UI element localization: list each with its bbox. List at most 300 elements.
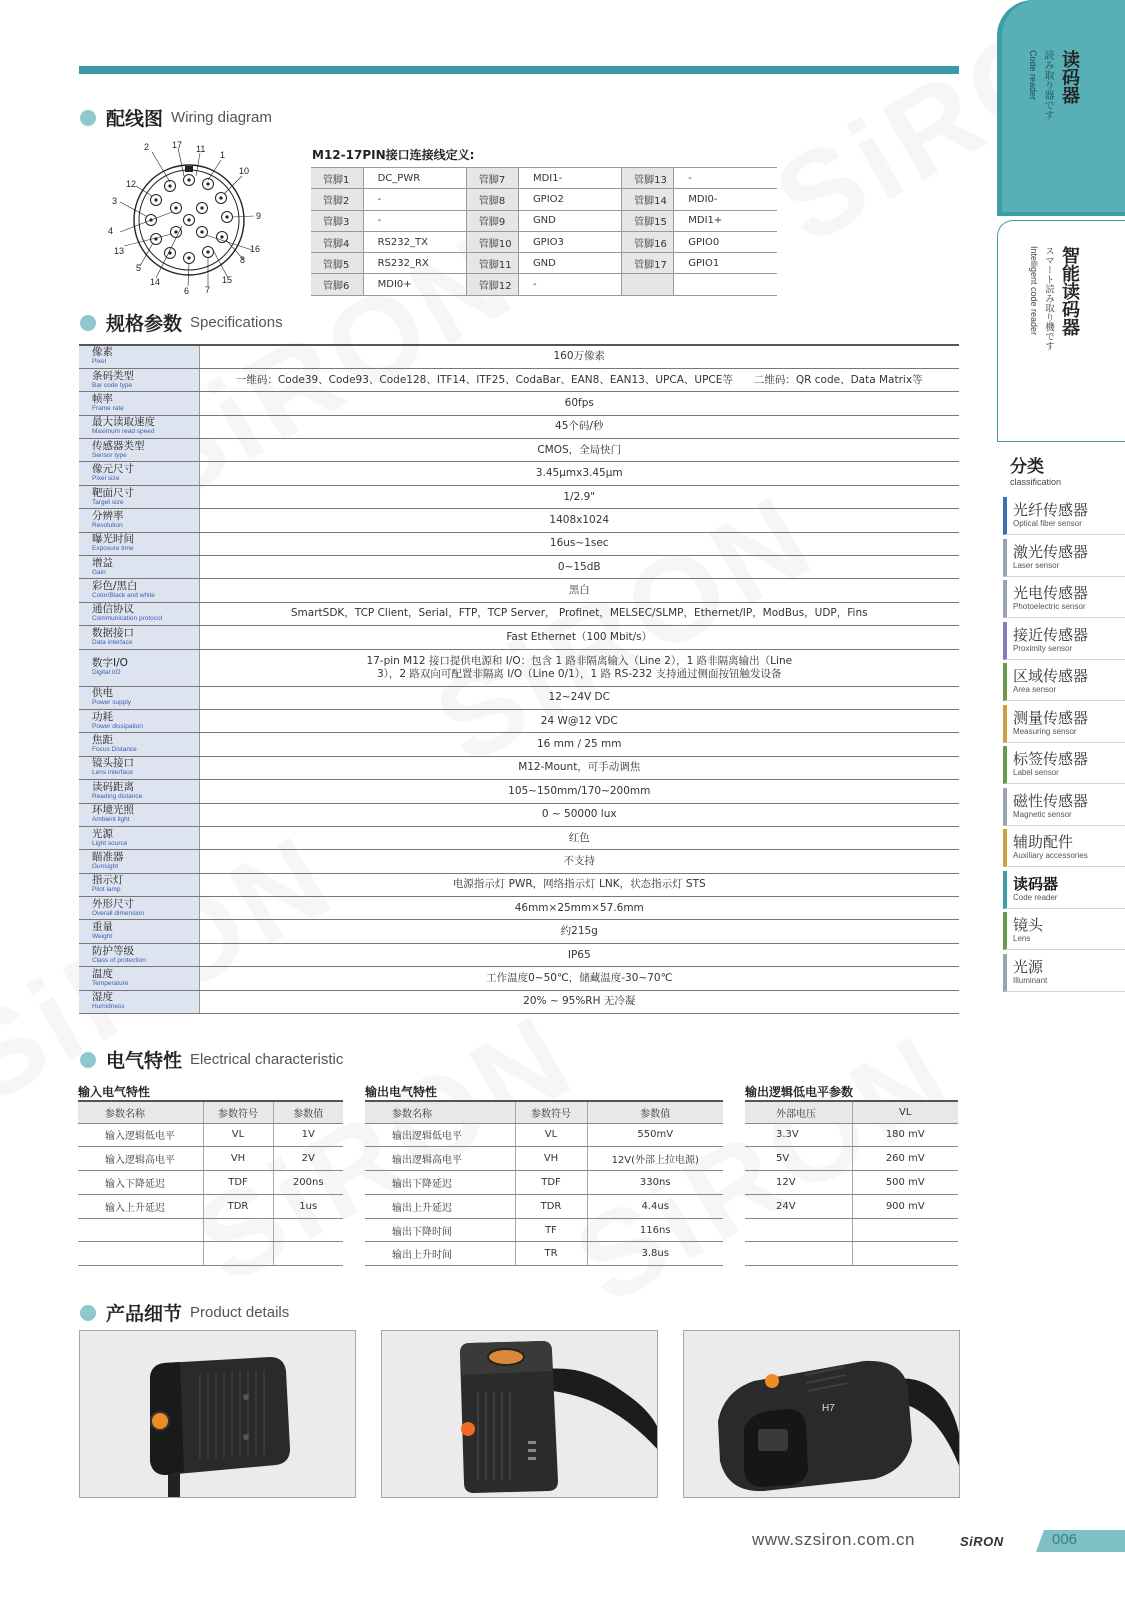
spec-label-en: Power supply	[92, 699, 132, 707]
section-specs-heading	[80, 309, 283, 336]
section-details-heading	[80, 1299, 289, 1326]
spec-label	[79, 943, 199, 966]
spec-label-en: Maximum read speed	[92, 428, 155, 436]
spec-label-en: Weight	[92, 933, 113, 941]
sidebar-mid-title: 智能读码器	[1059, 246, 1080, 336]
page-number: 006	[1052, 1531, 1078, 1548]
spec-label	[79, 579, 199, 602]
spec-value: 黑白	[199, 579, 959, 602]
spec-value: 3.45μmx3.45μm	[199, 462, 959, 485]
specifications-table	[79, 344, 959, 1014]
table-cell: 3.8us	[587, 1242, 723, 1266]
table-cell	[78, 1242, 203, 1266]
pin-number: 15	[222, 275, 233, 285]
spec-label	[79, 509, 199, 532]
spec-label-en: Gain	[92, 568, 106, 576]
product-photo-front	[79, 1330, 356, 1498]
table-row	[365, 1147, 723, 1171]
spec-row	[79, 462, 959, 485]
sidebar-item[interactable]	[1003, 912, 1125, 950]
table-cell: 5V	[745, 1147, 852, 1171]
spec-row	[79, 392, 959, 415]
pin-signal: MDI1+	[674, 210, 777, 231]
spec-row	[79, 579, 959, 602]
spec-label-cn: 像元尺寸	[92, 463, 134, 476]
input-electrical-title: 输入电气特性	[78, 1085, 151, 1099]
spec-label	[79, 709, 199, 732]
table-cell: 260 mV	[852, 1147, 958, 1171]
pin-signal: MDI1-	[518, 168, 621, 189]
spec-label-en: Light source	[92, 839, 128, 847]
table-cell	[273, 1218, 343, 1242]
spec-value: 电源指示灯 PWR，网络指示灯 LNK，状态指示灯 STS	[199, 873, 959, 896]
spec-label	[79, 602, 199, 625]
table-row	[78, 1218, 343, 1242]
category-subtitle: classification	[1010, 477, 1062, 487]
spec-label	[79, 368, 199, 391]
spec-label-cn: 湿度	[92, 991, 113, 1004]
spec-label-cn: 读码距离	[92, 780, 134, 793]
table-cell	[273, 1242, 343, 1266]
spec-label-cn: 功耗	[92, 710, 113, 723]
table-row	[78, 1123, 343, 1147]
spec-label	[79, 392, 199, 415]
table-cell	[852, 1242, 958, 1266]
spec-label	[79, 990, 199, 1013]
pin-label: 管脚4	[311, 231, 363, 252]
sidebar-item-sublabel: Laser sensor	[1013, 560, 1060, 570]
spec-label-cn: 靶面尺寸	[92, 486, 134, 499]
pin-number: 6	[184, 286, 190, 296]
sidebar-item-label: 测量传感器	[1013, 708, 1089, 727]
spec-value: 105~150mm/170~200mm	[199, 780, 959, 803]
section-subtitle: Specifications	[190, 314, 283, 331]
sidebar-item-label: 区域传感器	[1013, 667, 1089, 685]
pin-signal: GPIO1	[674, 253, 777, 274]
table-cell: 3.3V	[745, 1123, 852, 1147]
pin-number: 9	[256, 211, 262, 221]
spec-row	[79, 873, 959, 896]
pin-signal: DC_PWR	[363, 168, 466, 189]
pin-table-title: M12-17PIN接口连接线定义:	[312, 148, 475, 162]
spec-label-cn: 曝光时间	[92, 533, 134, 546]
pin-number: 2	[144, 142, 150, 152]
spec-label-cn: 外形尺寸	[92, 897, 134, 910]
pin-signal	[674, 274, 777, 295]
spec-label-en: Gunsight	[92, 863, 119, 870]
pin-signal: GPIO2	[518, 189, 621, 210]
pin-label: 管脚12	[466, 274, 518, 295]
spec-row	[79, 345, 959, 368]
spec-value: 20% ~ 95%RH 无冷凝	[199, 990, 959, 1013]
spec-label-en: Pixel size	[92, 475, 120, 483]
table-row	[78, 1242, 343, 1266]
table-cell: 1us	[273, 1194, 343, 1218]
table-cell: 4.4us	[587, 1194, 723, 1218]
pin-signal: RS232_RX	[363, 253, 466, 274]
spec-row	[79, 803, 959, 826]
pin-signal: RS232_TX	[363, 231, 466, 252]
spec-label	[79, 686, 199, 709]
spec-value: 16us~1sec	[199, 532, 959, 555]
product-photo-side	[381, 1330, 658, 1498]
sidebar-item-sublabel: Proximity sensor	[1013, 643, 1073, 653]
spec-label	[79, 897, 199, 920]
table-header: 参数符号	[203, 1101, 273, 1123]
table-row	[365, 1171, 723, 1195]
bullet-icon	[80, 315, 96, 331]
spec-row	[79, 686, 959, 709]
spec-label-cn: 通信协议	[92, 603, 134, 616]
pin-row	[311, 189, 777, 210]
spec-value: IP65	[199, 943, 959, 966]
sidebar-item-sublabel: Magnetic sensor	[1013, 809, 1072, 819]
pin-label: 管脚7	[466, 168, 518, 189]
spec-row	[79, 850, 959, 873]
pin-row	[311, 210, 777, 231]
header-bar	[79, 66, 959, 74]
spec-row	[79, 943, 959, 966]
sidebar-item[interactable]	[1003, 580, 1125, 618]
pin-number: 11	[196, 144, 206, 154]
pin-number: 7	[205, 285, 211, 295]
spec-label-en: Humidness	[92, 1003, 125, 1011]
category-title: 分类	[1010, 457, 1044, 477]
pin-row	[311, 168, 777, 189]
pin-signal: MDI0+	[363, 274, 466, 295]
pin-label: 管脚17	[622, 253, 674, 274]
table-cell: 输出上升延迟	[365, 1194, 515, 1218]
sidebar-mid-jp: スマート読み取り機です	[1043, 246, 1054, 351]
spec-row	[79, 756, 959, 779]
table-row	[745, 1242, 958, 1266]
spec-value: 12~24V DC	[199, 686, 959, 709]
spec-label	[79, 850, 199, 873]
pin-definition-table	[311, 167, 777, 296]
table-cell: 330ns	[587, 1171, 723, 1195]
spec-label	[79, 485, 199, 508]
spec-label-cn: 瞄准器	[92, 851, 124, 863]
spec-label-en: Overall dimension	[92, 909, 145, 917]
table-cell: TR	[515, 1242, 587, 1266]
spec-label-en: Pilot lamp	[92, 886, 121, 894]
table-cell: 500 mV	[852, 1171, 958, 1195]
sidebar-item[interactable]	[1003, 539, 1125, 577]
table-cell: 输出下降时间	[365, 1218, 515, 1242]
table-cell: 550mV	[587, 1123, 723, 1147]
sidebar-item-label: 辅助配件	[1013, 833, 1074, 851]
spec-row	[79, 649, 959, 686]
pin-signal: GPIO0	[674, 231, 777, 252]
table-cell: VL	[515, 1123, 587, 1147]
spec-value: CMOS，全局快门	[199, 439, 959, 462]
bullet-icon	[80, 110, 96, 126]
sidebar-item[interactable]	[1003, 871, 1125, 909]
sidebar-mid-en: Intelligent code reader	[1029, 246, 1039, 336]
spec-row	[79, 415, 959, 438]
spec-value: 16 mm / 25 mm	[199, 733, 959, 756]
section-wiring-heading	[80, 104, 272, 131]
spec-label-en: Temperature	[92, 979, 129, 987]
table-cell: 输出逻辑低电平	[365, 1123, 515, 1147]
sidebar-item-sublabel: Area sensor	[1013, 685, 1057, 694]
sidebar-item-label: 标签传感器	[1013, 750, 1089, 768]
spec-label-cn: 温度	[92, 967, 113, 980]
table-cell: TDR	[515, 1194, 587, 1218]
spec-row	[79, 532, 959, 555]
spec-label-cn: 数据接口	[92, 626, 134, 639]
spec-row	[79, 439, 959, 462]
spec-label-en: Target size	[92, 498, 124, 506]
spec-row	[79, 368, 959, 391]
spec-label-en: Reading distance	[92, 792, 143, 800]
spec-label	[79, 733, 199, 756]
spec-label-cn: 彩色/黑白	[92, 580, 138, 593]
sidebar-item[interactable]	[1003, 622, 1125, 660]
sidebar-item[interactable]	[1003, 746, 1125, 784]
spec-value: 0 ~ 50000 lux	[199, 803, 959, 826]
table-row	[78, 1171, 343, 1195]
product-label: H7	[822, 1403, 835, 1414]
pin-label: 管脚9	[466, 210, 518, 231]
pin-number: 10	[239, 166, 250, 176]
table-cell: 输入下降延迟	[78, 1171, 203, 1195]
spec-label-cn: 环境光照	[92, 804, 134, 817]
spec-label-en: Digital I/O	[92, 669, 121, 677]
section-title: 产品细节	[106, 1303, 183, 1325]
spec-label-en: Focus Distance	[92, 746, 137, 754]
section-title: 配线图	[106, 108, 164, 130]
spec-label	[79, 649, 199, 686]
page-number-tab	[1036, 1530, 1125, 1552]
table-cell: TDF	[203, 1171, 273, 1195]
table-cell	[203, 1218, 273, 1242]
spec-value: SmartSDK，TCP Client，Serial，FTP，TCP Server， Profinet，MELSEC/SLMP，Ethernet/IP，ModBus，UDP，Fins	[199, 602, 959, 625]
spec-label-cn: 供电	[92, 687, 113, 700]
table-cell: 180 mV	[852, 1123, 958, 1147]
section-subtitle: Wiring diagram	[171, 109, 272, 126]
product-photo-lens	[683, 1330, 960, 1498]
bullet-icon	[80, 1052, 96, 1068]
table-cell: 200ns	[273, 1171, 343, 1195]
table-row	[745, 1218, 958, 1242]
pin-label: 管脚13	[622, 168, 674, 189]
table-cell: 输入上升延迟	[78, 1194, 203, 1218]
pin-number: 4	[108, 226, 114, 236]
sidebar-item-label: 接近传感器	[1013, 625, 1089, 644]
table-header: VL	[852, 1101, 958, 1123]
sidebar-item-label: 光纤传感器	[1013, 501, 1089, 519]
pin-row	[311, 274, 777, 295]
table-cell: 输入逻辑高电平	[78, 1147, 203, 1171]
logic-level-title: 输出逻辑低电平参数	[745, 1085, 854, 1099]
spec-label-en: Pixel	[92, 358, 107, 366]
sidebar-item[interactable]	[1003, 705, 1125, 743]
table-cell: TF	[515, 1218, 587, 1242]
spec-value: 45个码/秒	[199, 415, 959, 438]
spec-row	[79, 733, 959, 756]
spec-label-en: Ambient light	[92, 816, 130, 824]
section-title: 电气特性	[106, 1050, 183, 1072]
table-row	[365, 1242, 723, 1266]
bullet-icon	[80, 1305, 96, 1321]
table-cell: VH	[203, 1147, 273, 1171]
sidebar-item-label: 磁性传感器	[1013, 791, 1089, 810]
footer-website[interactable]: www.szsiron.com.cn	[752, 1530, 915, 1549]
sidebar-item-sublabel: Label sensor	[1013, 768, 1059, 777]
pin-signal: -	[363, 189, 466, 210]
table-header: 参数名称	[78, 1101, 203, 1123]
table-cell: 输出逻辑高电平	[365, 1147, 515, 1171]
table-cell	[78, 1218, 203, 1242]
sidebar-item-sublabel: Code reader	[1013, 892, 1058, 902]
spec-label-cn: 防护等级	[92, 944, 134, 957]
sidebar-item-sublabel: Lens	[1013, 934, 1031, 943]
pin-number: 3	[112, 196, 118, 206]
spec-row	[79, 509, 959, 532]
pin-label	[622, 274, 674, 295]
spec-value: 0~15dB	[199, 556, 959, 579]
spec-label	[79, 826, 199, 849]
spec-value: 工作温度0~50℃，储藏温度-30~70℃	[199, 967, 959, 990]
table-row	[365, 1194, 723, 1218]
spec-label	[79, 439, 199, 462]
spec-label-en: Resolution	[92, 521, 123, 529]
spec-label-en: Class of protection	[92, 956, 146, 964]
pin-label: 管脚2	[311, 189, 363, 210]
output-electrical-title: 输出电气特性	[365, 1085, 438, 1099]
spec-label-cn: 指示灯	[92, 874, 124, 887]
pin-signal: GND	[518, 210, 621, 231]
table-row	[745, 1123, 958, 1147]
pin-label: 管脚1	[311, 168, 363, 189]
spec-label-cn: 条码类型	[92, 369, 134, 382]
pin-signal: -	[674, 168, 777, 189]
pin-number: 14	[150, 277, 161, 287]
spec-value: 46mm×25mm×57.6mm	[199, 897, 959, 920]
sidebar-item[interactable]	[1003, 829, 1125, 867]
spec-label	[79, 803, 199, 826]
pin-signal: -	[518, 274, 621, 295]
spec-label-cn: 光源	[92, 827, 113, 840]
spec-label-en: Data interface	[92, 638, 133, 646]
footer-logo: SiRON	[960, 1534, 1004, 1549]
spec-label-en: Power dissipation	[92, 722, 143, 730]
table-cell: 2V	[273, 1147, 343, 1171]
table-cell: 输出下降延迟	[365, 1171, 515, 1195]
spec-value: 1/2.9"	[199, 485, 959, 508]
sidebar-active-panel-inner	[1002, 0, 1125, 212]
table-row	[365, 1123, 723, 1147]
spec-label	[79, 345, 199, 368]
sidebar-item[interactable]	[1003, 788, 1125, 826]
input-electrical-table	[78, 1100, 343, 1266]
spec-label-cn: 重量	[92, 921, 113, 934]
table-header: 参数名称	[365, 1101, 515, 1123]
pin-label: 管脚8	[466, 189, 518, 210]
spec-row	[79, 897, 959, 920]
table-cell: 12V(外部上拉电源)	[587, 1147, 723, 1171]
pin-label: 管脚3	[311, 210, 363, 231]
pin-row	[311, 231, 777, 252]
spec-value: M12-Mount，可手动调焦	[199, 756, 959, 779]
sidebar-category-heading	[1010, 452, 1061, 487]
sidebar-item-sublabel: Illuminant	[1013, 975, 1048, 985]
table-cell	[745, 1242, 852, 1266]
sidebar-top-jp: 読み取り器です	[1042, 50, 1053, 120]
pin-number: 12	[126, 179, 137, 189]
sidebar-item[interactable]	[1003, 954, 1125, 992]
spec-label	[79, 415, 199, 438]
sidebar-item-label: 激光传感器	[1013, 542, 1089, 561]
logic-level-table	[745, 1100, 958, 1266]
table-row	[78, 1147, 343, 1171]
sidebar-item-sublabel: Photoelectric sensor	[1013, 602, 1086, 611]
spec-label-cn: 帧率	[92, 392, 113, 405]
pin-number: 17	[172, 140, 183, 150]
spec-label	[79, 626, 199, 649]
pin-signal: -	[363, 210, 466, 231]
table-cell: 24V	[745, 1194, 852, 1218]
spec-label-en: Communication protocol	[92, 615, 163, 623]
spec-row	[79, 602, 959, 625]
m12-connector-diagram	[104, 140, 274, 300]
spec-label-cn: 数字I/O	[92, 657, 128, 670]
spec-value: 不支持	[199, 850, 959, 873]
spec-label-en: Bar code type	[92, 381, 133, 389]
pin-signal: GND	[518, 253, 621, 274]
pin-signal: GPIO3	[518, 231, 621, 252]
table-header: 参数符号	[515, 1101, 587, 1123]
spec-value: 17-pin M12 接口提供电源和 I/O：包含 1 路非隔离输入（Line 2），1 路非隔离输出（Line 3），2 路双向可配置非隔离 I/O（Line 0/1），1 路 RS-232 支持通过侧面按钮触发设备	[199, 649, 959, 686]
spec-row	[79, 826, 959, 849]
pin-signal: MDI0-	[674, 189, 777, 210]
sidebar-item[interactable]	[1003, 497, 1125, 535]
table-row	[78, 1194, 343, 1218]
spec-value: 160万像素	[199, 345, 959, 368]
table-cell: 1V	[273, 1123, 343, 1147]
spec-value: Fast Ethernet（100 Mbit/s）	[199, 626, 959, 649]
sidebar-item-label: 光电传感器	[1013, 584, 1089, 602]
spec-row	[79, 920, 959, 943]
spec-value: 一维码：Code39、Code93、Code128、ITF14、ITF25、CodaBar、EAN8、EAN13、UPCA、UPCE等 二维码：QR code、Data Matrix等	[199, 368, 959, 391]
sidebar-item-label: 读码器	[1013, 874, 1059, 893]
spec-label-cn: 镜头接口	[92, 757, 134, 770]
table-cell: 900 mV	[852, 1194, 958, 1218]
spec-label	[79, 920, 199, 943]
pin-label: 管脚15	[622, 210, 674, 231]
spec-label-cn: 焦距	[92, 734, 113, 747]
spec-label	[79, 556, 199, 579]
pin-row	[311, 253, 777, 274]
table-row	[745, 1147, 958, 1171]
spec-label-cn: 分辨率	[92, 509, 124, 522]
spec-label-en: Lens interface	[92, 769, 133, 777]
sidebar-item[interactable]	[1003, 663, 1125, 701]
pin-number: 16	[250, 244, 261, 254]
table-row	[745, 1194, 958, 1218]
table-cell: TDF	[515, 1171, 587, 1195]
sidebar-top-en: Code reader	[1028, 50, 1038, 101]
sidebar-item-label: 镜头	[1013, 916, 1044, 934]
spec-row	[79, 709, 959, 732]
spec-label	[79, 780, 199, 803]
table-cell: 输入逻辑低电平	[78, 1123, 203, 1147]
table-cell: 输出上升时间	[365, 1242, 515, 1266]
sidebar-item-sublabel: Optical fiber sensor	[1013, 519, 1082, 528]
sidebar-item-label: 光源	[1013, 957, 1044, 976]
pin-label: 管脚10	[466, 231, 518, 252]
